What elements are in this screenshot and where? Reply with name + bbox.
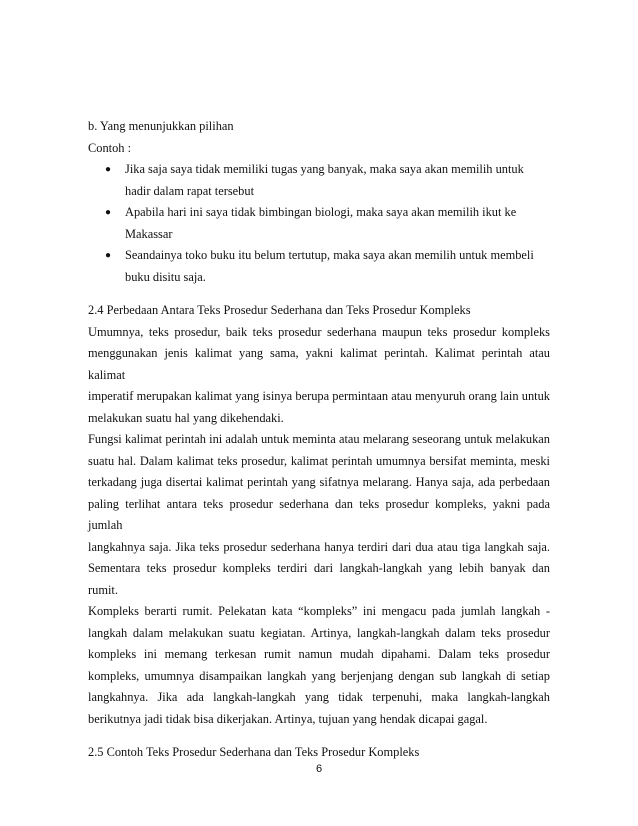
paragraph-line: langkah dalam melakukan suatu kegiatan. Artinya, langkah-langkah dalam teks prosedur <box>88 625 550 640</box>
section-heading: 2.5 Contoh Teks Prosedur Sederhana dan Teks Prosedur Kompleks <box>88 745 420 759</box>
bullet-line: Jika saja saya tidak memiliki tugas yang banyak, maka saya akan memilih untuk <box>125 162 524 176</box>
paragraph-line: Fungsi kalimat perintah ini adalah untuk meminta atau melarang seseorang untuk melakukan <box>88 432 550 446</box>
paragraph-line: langkahnya. Jika ada langkah-langkah yang tidak terpenuhi, maka langkah-langkah <box>88 690 550 704</box>
paragraph-line: langkahnya saja. Jika teks prosedur sederhana hanya terdiri dari dua atau tiga langkah saja. <box>88 539 550 554</box>
bullet-line: buku disitu saja. <box>125 269 206 284</box>
bullet-icon: ● <box>105 207 112 218</box>
paragraph-line: menggunakan jenis kalimat yang sama, yakni kalimat perintah. Kalimat perintah atau kalimat <box>88 346 550 382</box>
paragraph-line: kompleks ini memang terkesan rumit namun mudah dipahami. Dalam teks prosedur <box>88 647 550 661</box>
paragraph-line: Sementara teks prosedur kompleks terdiri dari langkah-langkah yang lebih banyak dan rumit. <box>88 561 550 597</box>
section-b-title: b. Yang menunjukkan pilihan <box>88 119 234 133</box>
example-label: Contoh : <box>88 140 132 155</box>
page-content <box>88 116 550 764</box>
list-item <box>88 202 550 245</box>
paragraph-line: Umumnya, teks prosedur, baik teks prosedur sederhana maupun teks prosedur kompleks <box>88 324 550 339</box>
bullet-list <box>88 159 550 288</box>
paragraph-line: paling terlihat antara teks prosedur sederhana dan teks prosedur kompleks, yakni pada jumlah <box>88 496 550 532</box>
page-number: 6 <box>315 763 323 775</box>
paragraph-line: suatu hal. Dalam kalimat teks prosedur, kalimat perintah umumnya bersifat meminta, meski <box>88 453 550 468</box>
bullet-icon: ● <box>105 164 112 175</box>
paragraph-line: kompleks, umumnya disampaikan langkah yang berjenjang dengan sub langkah di setiap <box>88 668 550 683</box>
bullet-line: Apabila hari ini saya tidak bimbingan biologi, maka saya akan memilih ikut ke <box>125 205 517 219</box>
list-item <box>88 159 550 202</box>
section-heading: 2.4 Perbedaan Antara Teks Prosedur Sederhana dan Teks Prosedur Kompleks <box>88 303 471 317</box>
bullet-line: Seandainya toko buku itu belum tertutup, maka saya akan memilih untuk membeli <box>125 248 534 262</box>
bullet-line: Makassar <box>125 226 173 241</box>
paragraph-line: Kompleks berarti rumit. Pelekatan kata “kompleks” ini mengacu pada jumlah langkah - <box>88 604 550 618</box>
paragraph-line: berikutnya jadi tidak bisa dikerjakan. Artinya, tujuan yang hendak dicapai gagal. <box>88 711 488 726</box>
paragraph <box>88 429 550 730</box>
paragraph-line: imperatif merupakan kalimat yang isinya berupa permintaan atau menyuruh orang lain untuk <box>88 389 550 403</box>
paragraph-line: melakukan suatu hal yang dikehendaki. <box>88 410 284 425</box>
paragraph <box>88 322 550 430</box>
bullet-icon: ● <box>105 250 112 261</box>
bullet-line: hadir dalam rapat tersebut <box>125 183 255 198</box>
list-item <box>88 245 550 288</box>
paragraph-line: terkadang juga disertai kalimat perintah yang sifatnya melarang. Hanya saja, ada perbedaan <box>88 475 550 489</box>
